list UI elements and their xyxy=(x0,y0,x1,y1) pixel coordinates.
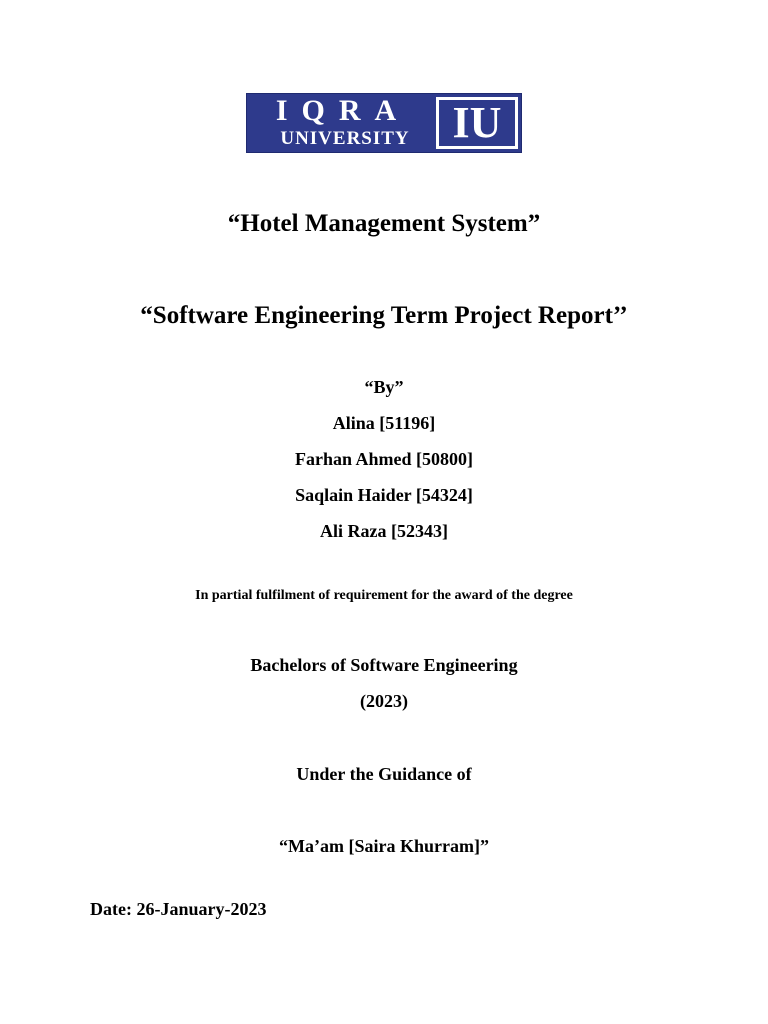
member-name: Alina [51196] xyxy=(332,413,436,433)
supervisor-name: “Ma’am [Saira Khurram]” xyxy=(279,836,489,856)
logo-bottom-text: UNIVERSITY xyxy=(280,128,410,149)
degree-name: Bachelors of Software Engineering xyxy=(250,655,518,675)
logo-mark-background xyxy=(439,100,515,146)
report-title: “Hotel Management System” xyxy=(227,210,541,237)
report-subtitle: “Software Engineering Term Project Report’’ xyxy=(140,302,628,329)
logo-top-text: IQRA xyxy=(275,94,411,127)
member-name: Farhan Ahmed [50800] xyxy=(294,449,473,469)
member-name: Ali Raza [52343] xyxy=(320,521,448,541)
requirement-statement: In partial fulfilment of requirement for the award of the degree xyxy=(195,588,573,603)
degree-year: (2023) xyxy=(360,691,408,711)
member-name: Saqlain Haider [54324] xyxy=(295,485,473,505)
logo-mark: IU xyxy=(452,98,502,147)
university-logo xyxy=(246,93,522,153)
logo-mark-box xyxy=(436,97,518,149)
by-label: “By” xyxy=(364,377,404,397)
report-date: Date: 26-January-2023 xyxy=(90,899,267,919)
guidance-label: Under the Guidance of xyxy=(296,764,472,784)
